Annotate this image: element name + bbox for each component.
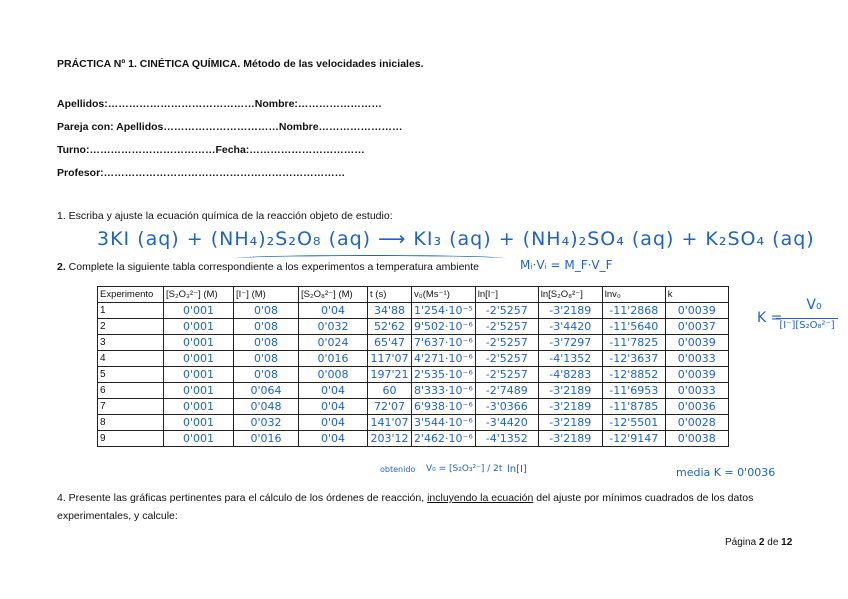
table-cell: 117'07: [368, 351, 412, 367]
table-cell: 0'08: [234, 303, 299, 319]
page-current: 2: [758, 537, 765, 548]
question-4-line-1: [57, 492, 753, 504]
table-cell: 0'0033: [665, 351, 728, 367]
table-cell: 141'07: [368, 415, 412, 431]
table-cell: -12'9147: [602, 431, 665, 447]
apellidos-field: Apellidos:……………………………………Nombre:……………………: [57, 98, 382, 110]
table-cell: 3'544·10⁻⁶: [412, 415, 476, 431]
table-cell: 52'62: [368, 319, 412, 335]
table-header-cell: lnv₀: [602, 287, 665, 303]
table-cell: 0'0033: [665, 383, 728, 399]
experiment-number-cell: 5: [98, 367, 164, 383]
question-2-number: 2.: [57, 261, 66, 273]
table-cell: -3'2189: [538, 399, 602, 415]
table-cell: 0'0039: [665, 303, 728, 319]
obtenido-note: obtenido: [380, 465, 416, 474]
table-cell: 203'12: [368, 431, 412, 447]
table-cell: 0'016: [234, 431, 299, 447]
table-header-cell: t (s): [368, 287, 412, 303]
table-cell: 0'064: [234, 383, 299, 399]
profesor-field: Profesor:……………………………………………………………: [57, 167, 346, 179]
question-1-text: 1. Escriba y ajuste la ecuación química de la reacción objeto de estudio:: [57, 210, 393, 222]
question-4-part-c: del ajuste por mínimos cuadrados de los datos: [533, 492, 754, 504]
page-number: [725, 537, 792, 548]
experiments-table: [97, 286, 729, 447]
table-cell: -4'1352: [475, 431, 538, 447]
table-header-cell: [I⁻] (M): [234, 287, 299, 303]
table-header-cell: Experimento: [98, 287, 164, 303]
experiment-number-cell: 8: [98, 415, 164, 431]
table-cell: 0'0039: [665, 335, 728, 351]
table-cell: 0'0038: [665, 431, 728, 447]
table-cell: -12'8852: [602, 367, 665, 383]
table-cell: 197'21: [368, 367, 412, 383]
table-cell: -11'6953: [602, 383, 665, 399]
table-cell: -11'5640: [602, 319, 665, 335]
table-cell: 0'04: [299, 415, 368, 431]
table-row: [98, 351, 729, 367]
table-header-cell: ln[I⁻]: [475, 287, 538, 303]
table-cell: 0'001: [164, 383, 234, 399]
experiment-number-cell: 9: [98, 431, 164, 447]
table-header-cell: v₀(Ms⁻¹): [412, 287, 476, 303]
table-cell: 1'254·10⁻⁵: [412, 303, 476, 319]
dilution-note: Mᵢ·Vᵢ = M_F·V_F: [520, 258, 613, 272]
table-cell: 72'07: [368, 399, 412, 415]
table-cell: 0'001: [164, 399, 234, 415]
table-cell: -3'2189: [538, 303, 602, 319]
table-cell: 7'637·10⁻⁶: [412, 335, 476, 351]
table-row: [98, 431, 729, 447]
table-header-cell: k: [665, 287, 728, 303]
question-4-line-2: experimentales, y calcule:: [57, 510, 178, 522]
table-cell: 0'001: [164, 351, 234, 367]
table-cell: 4'271·10⁻⁶: [412, 351, 476, 367]
table-cell: 2'462·10⁻⁶: [412, 431, 476, 447]
table-cell: -3'2189: [538, 383, 602, 399]
handwritten-equation: 3KI (aq) + (NH₄)₂S₂O₈ (aq) ⟶ KI₃ (aq) + (NH₄)₂SO₄ (aq) + K₂SO₄ (aq): [97, 228, 815, 250]
table-cell: 0'016: [299, 351, 368, 367]
table-cell: 0'032: [299, 319, 368, 335]
table-cell: -3'0366: [475, 399, 538, 415]
table-row: [98, 335, 729, 351]
question-4-part-a: 4. Presente las gráficas pertinentes para el cálculo de los órdenes de reacción,: [57, 492, 428, 504]
table-cell: 34'88: [368, 303, 412, 319]
table-cell: 9'502·10⁻⁶: [412, 319, 476, 335]
experiment-number-cell: 7: [98, 399, 164, 415]
table-cell: 0'0037: [665, 319, 728, 335]
table-cell: 0'08: [234, 351, 299, 367]
k-formula-numerator: V₀: [806, 297, 822, 313]
table-cell: 0'001: [164, 367, 234, 383]
table-header-row: [98, 287, 729, 303]
table-cell: 0'048: [234, 399, 299, 415]
table-cell: -11'7825: [602, 335, 665, 351]
table-cell: -11'2868: [602, 303, 665, 319]
table-cell: 0'04: [299, 303, 368, 319]
table-cell: -12'5501: [602, 415, 665, 431]
table-cell: 0'001: [164, 303, 234, 319]
table-cell: -4'1352: [538, 351, 602, 367]
table-cell: 0'04: [299, 431, 368, 447]
experiment-number-cell: 6: [98, 383, 164, 399]
k-formula-denominator: [I⁻][S₂O₈²⁻]: [779, 320, 835, 331]
table-cell: 0'04: [299, 383, 368, 399]
question-2-text: [57, 261, 479, 273]
page-total: 12: [781, 537, 793, 548]
table-row: [98, 303, 729, 319]
question-2-body: Complete la siguiente tabla correspondiente a los experimentos a temperatura ambiente: [65, 261, 480, 273]
table-cell: 0'0039: [665, 367, 728, 383]
table-cell: -2'5257: [475, 319, 538, 335]
ln-i-note: ln[I]: [507, 464, 527, 475]
table-cell: 0'04: [299, 399, 368, 415]
pareja-field: Pareja con: Apellidos……………………………Nombre……………………: [57, 121, 403, 133]
experiment-number-cell: 3: [98, 335, 164, 351]
table-row: [98, 399, 729, 415]
table-row: [98, 415, 729, 431]
table-cell: 0'001: [164, 335, 234, 351]
table-cell: -3'2189: [538, 415, 602, 431]
table-cell: 0'0036: [665, 399, 728, 415]
page-mid: de: [764, 537, 782, 548]
table-cell: -11'8785: [602, 399, 665, 415]
table-cell: 0'032: [234, 415, 299, 431]
experiment-number-cell: 1: [98, 303, 164, 319]
table-cell: 0'08: [234, 335, 299, 351]
table-header-cell: [S₂O₈²⁻] (M): [299, 287, 368, 303]
v0-formula-note: V₀ = [S₂O₃²⁻] / 2t: [426, 464, 503, 474]
table-cell: 0'08: [234, 319, 299, 335]
table-cell: 8'333·10⁻⁶: [412, 383, 476, 399]
document-title: PRÁCTICA Nº 1. CINÉTICA QUÍMICA. Método de las velocidades iniciales.: [57, 58, 424, 70]
table-cell: 60: [368, 383, 412, 399]
table-row: [98, 367, 729, 383]
experiment-number-cell: 4: [98, 351, 164, 367]
table-cell: -3'4420: [475, 415, 538, 431]
table-cell: -3'2189: [538, 431, 602, 447]
table-cell: 0'0028: [665, 415, 728, 431]
table-cell: 2'535·10⁻⁶: [412, 367, 476, 383]
table-cell: -2'5257: [475, 351, 538, 367]
table-cell: -2'5257: [475, 303, 538, 319]
table-cell: -2'5257: [475, 335, 538, 351]
page-prefix: Página: [725, 537, 759, 548]
turno-field: Turno:………………………………Fecha:……………………………: [57, 144, 365, 156]
table-cell: -3'7297: [538, 335, 602, 351]
table-cell: -3'4420: [538, 319, 602, 335]
table-cell: 0'001: [164, 415, 234, 431]
table-cell: 0'08: [234, 367, 299, 383]
question-4-underlined: incluyendo la ecuación: [427, 492, 534, 504]
table-cell: 0'024: [299, 335, 368, 351]
table-cell: -12'3637: [602, 351, 665, 367]
table-cell: 0'001: [164, 319, 234, 335]
table-cell: 0'001: [164, 431, 234, 447]
table-row: [98, 383, 729, 399]
table-cell: -4'8283: [538, 367, 602, 383]
table-cell: -2'7489: [475, 383, 538, 399]
table-cell: 65'47: [368, 335, 412, 351]
media-k-note: media K = 0'0036: [676, 466, 776, 479]
k-formula-lhs: K =: [757, 310, 783, 326]
table-cell: -2'5257: [475, 367, 538, 383]
table-row: [98, 319, 729, 335]
table-cell: 0'008: [299, 367, 368, 383]
table-cell: 6'938·10⁻⁶: [412, 399, 476, 415]
experiment-number-cell: 2: [98, 319, 164, 335]
table-header-cell: [S₂O₃²⁻] (M): [164, 287, 234, 303]
table-header-cell: ln[S₂O₈²⁻]: [538, 287, 602, 303]
handwritten-curve: [235, 255, 505, 262]
k-formula-bar: [776, 318, 838, 319]
